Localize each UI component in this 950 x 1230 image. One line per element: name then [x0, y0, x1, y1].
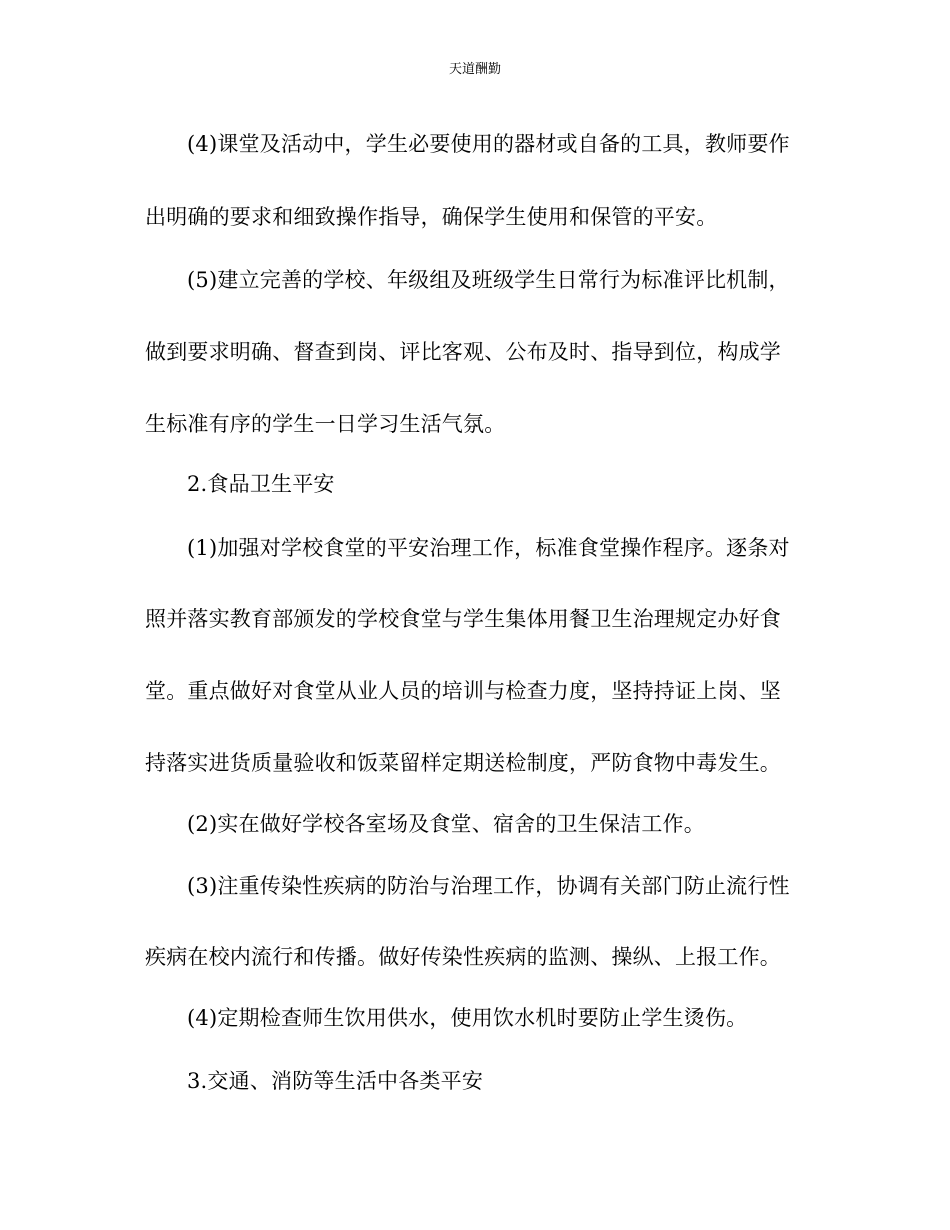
paragraph-line: 持落实进货质量验收和饭菜留样定期送检制度，严防食物中毒发生。 — [145, 751, 781, 775]
section-heading: 3.交通、消防等生活中各类平安 — [187, 1069, 484, 1093]
paragraph-line: (5)建立完善的学校、年级组及班级学生日常行为标准评比机制， — [187, 268, 790, 292]
paragraph-line: (4)定期检查师生饮用供水，使用饮水机时要防止学生烫伤。 — [187, 1006, 748, 1030]
paragraph-line: 堂。重点做好对食堂从业人员的培训与检查力度，坚持持证上岗、坚 — [145, 679, 781, 703]
paragraph-line: (1)加强对学校食堂的平安治理工作，标准食堂操作程序。逐条对 — [187, 536, 790, 560]
paragraph-line: 疾病在校内流行和传播。做好传染性疾病的监测、操纵、上报工作。 — [145, 945, 781, 969]
section-heading: 2.食品卫生平安 — [187, 472, 335, 496]
paragraph-line: 做到要求明确、督查到岗、评比客观、公布及时、指导到位，构成学 — [145, 340, 781, 364]
paragraph-line: 出明确的要求和细致操作指导，确保学生使用和保管的平安。 — [145, 205, 718, 229]
paragraph-line: (3)注重传染性疾病的防治与治理工作，协调有关部门防止流行性 — [187, 874, 790, 898]
paragraph-line: 生标准有序的学生一日学习生活气氛。 — [145, 412, 506, 436]
paragraph-line: 照并落实教育部颁发的学校食堂与学生集体用餐卫生治理规定办好食 — [145, 607, 781, 631]
page-header: 天道酬勤 — [448, 62, 501, 77]
paragraph-line: (4)课堂及活动中，学生必要使用的器材或自备的工具，教师要作 — [187, 132, 790, 156]
paragraph-line: (2)实在做好学校各室场及食堂、宿舍的卫生保洁工作。 — [187, 812, 705, 836]
